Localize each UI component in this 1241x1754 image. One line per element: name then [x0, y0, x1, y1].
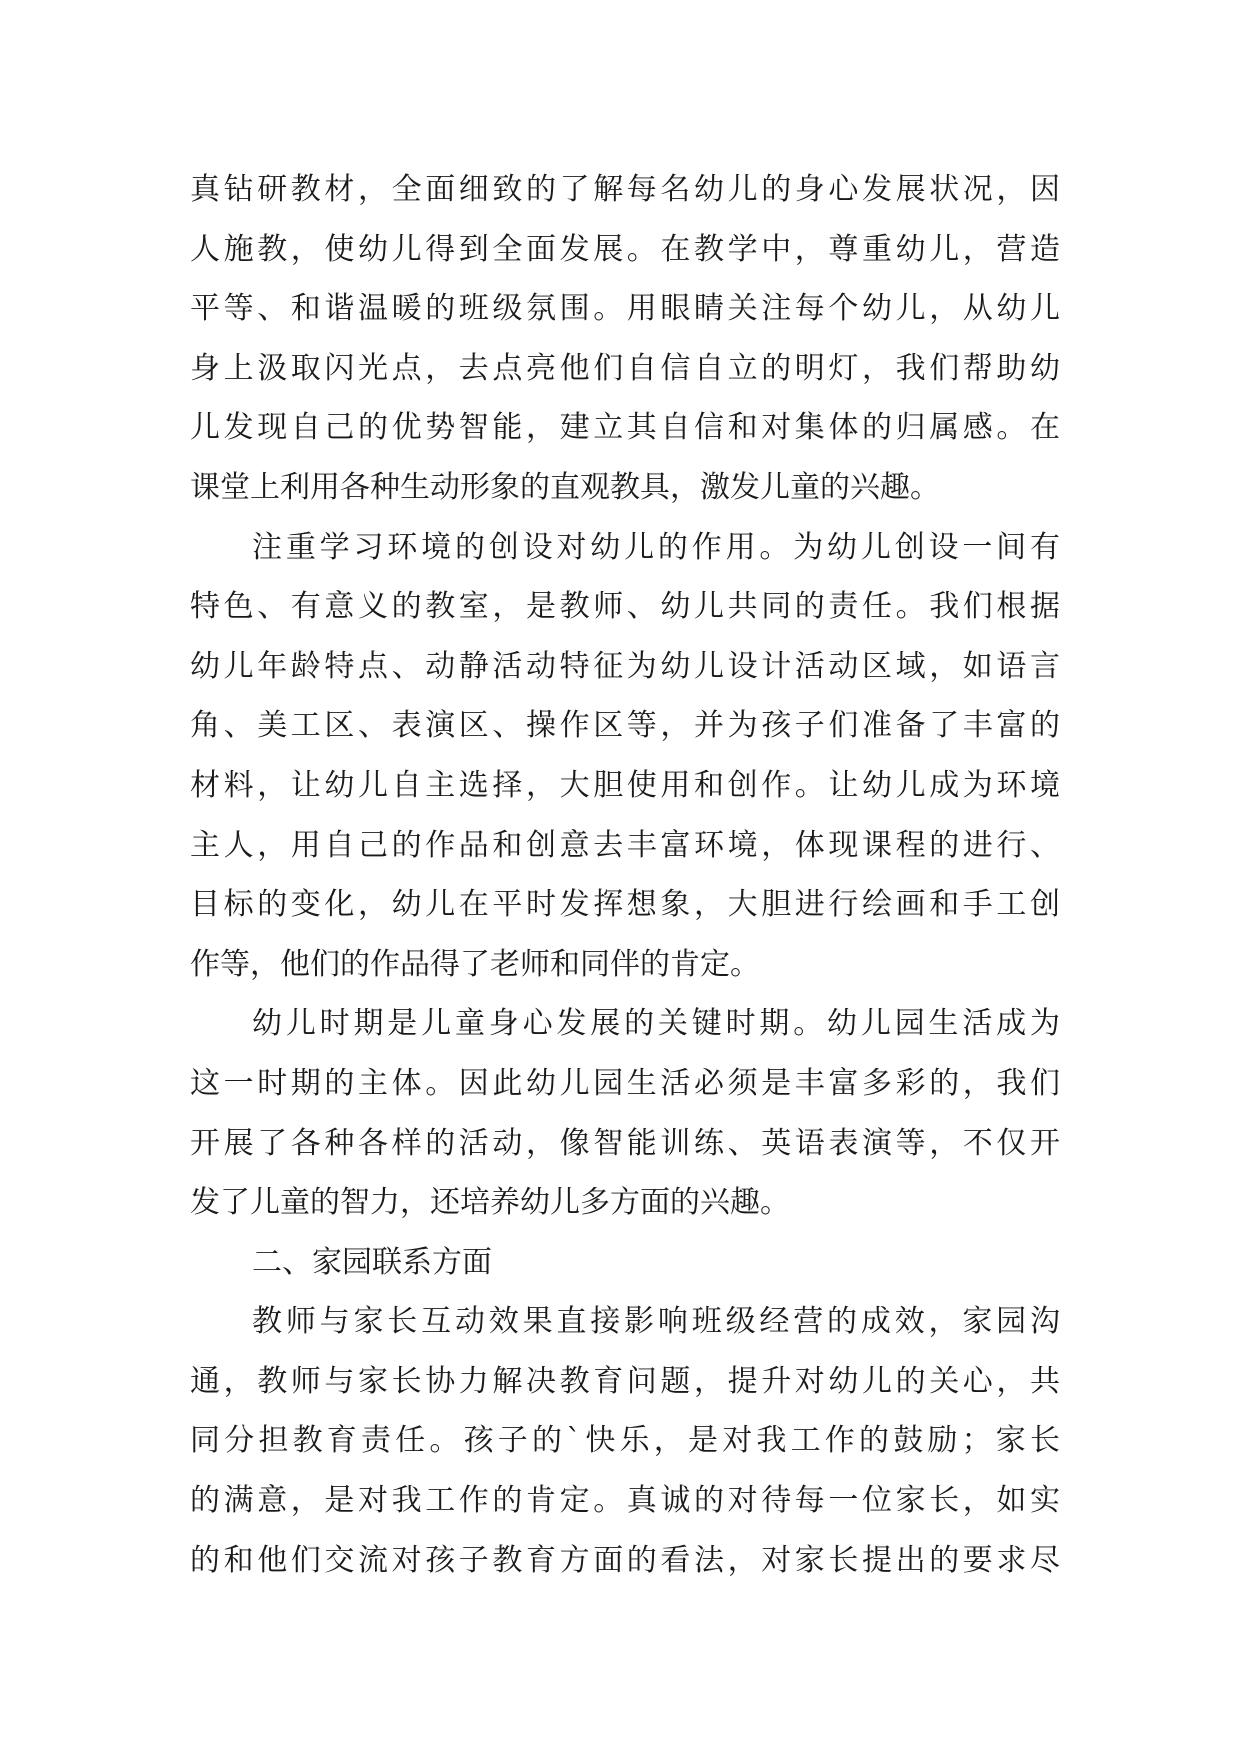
text-line: 的和他们交流对孩子教育方面的看法，对家长提出的要求尽	[190, 1542, 1060, 1578]
text-line: 通，教师与家长协力解决教育问题，提升对幼儿的关心，共	[190, 1363, 1060, 1399]
text-line: 平等、和谐温暖的班级氛围。用眼睛关注每个幼儿，从幼儿	[190, 291, 1060, 327]
text-line: 作等，他们的作品得了老师和同伴的肯定。	[190, 946, 760, 982]
text-line: 二、家园联系方面	[252, 1244, 492, 1280]
text-line: 教师与家长互动效果直接影响班级经营的成效，家园沟	[252, 1304, 1060, 1340]
text-line: 人施教，使幼儿得到全面发展。在教学中，尊重幼儿，营造	[190, 231, 1060, 267]
text-line: 注重学习环境的创设对幼儿的作用。为幼儿创设一间有	[252, 529, 1060, 565]
text-line: 幼儿时期是儿童身心发展的关键时期。幼儿园生活成为	[252, 1006, 1060, 1042]
text-line: 开展了各种各样的活动，像智能训练、英语表演等，不仅开	[190, 1125, 1060, 1161]
text-line: 真钻研教材，全面细致的了解每名幼儿的身心发展状况，因	[190, 172, 1060, 207]
text-line: 身上汲取闪光点，去点亮他们自信自立的明灯，我们帮助幼	[190, 350, 1060, 386]
text-line: 目标的变化，幼儿在平时发挥想象，大胆进行绘画和手工创	[190, 887, 1060, 923]
text-line: 角、美工区、表演区、操作区等，并为孩子们准备了丰富的	[190, 708, 1060, 744]
text-line: 的满意，是对我工作的肯定。真诚的对待每一位家长，如实	[190, 1483, 1060, 1519]
text-line: 主人，用自己的作品和创意去丰富环境，体现课程的进行、	[190, 827, 1060, 863]
text-line: 材料，让幼儿自主选择，大胆使用和创作。让幼儿成为环境	[190, 767, 1060, 803]
text-line: 这一时期的主体。因此幼儿园生活必须是丰富多彩的，我们	[190, 1065, 1060, 1101]
text-line: 特色、有意义的教室，是教师、幼儿共同的责任。我们根据	[190, 589, 1060, 625]
text-line: 同分担教育责任。孩子的`快乐，是对我工作的鼓励；家长	[190, 1423, 1060, 1459]
text-line: 幼儿年龄特点、动静活动特征为幼儿设计活动区域，如语言	[190, 648, 1060, 684]
document-body	[190, 160, 1060, 1590]
text-line: 课堂上利用各种生动形象的直观教具，激发儿童的兴趣。	[190, 469, 940, 505]
text-line: 发了儿童的智力，还培养幼儿多方面的兴趣。	[190, 1185, 790, 1221]
text-line: 儿发现自己的优势智能，建立其自信和对集体的归属感。在	[190, 410, 1060, 446]
